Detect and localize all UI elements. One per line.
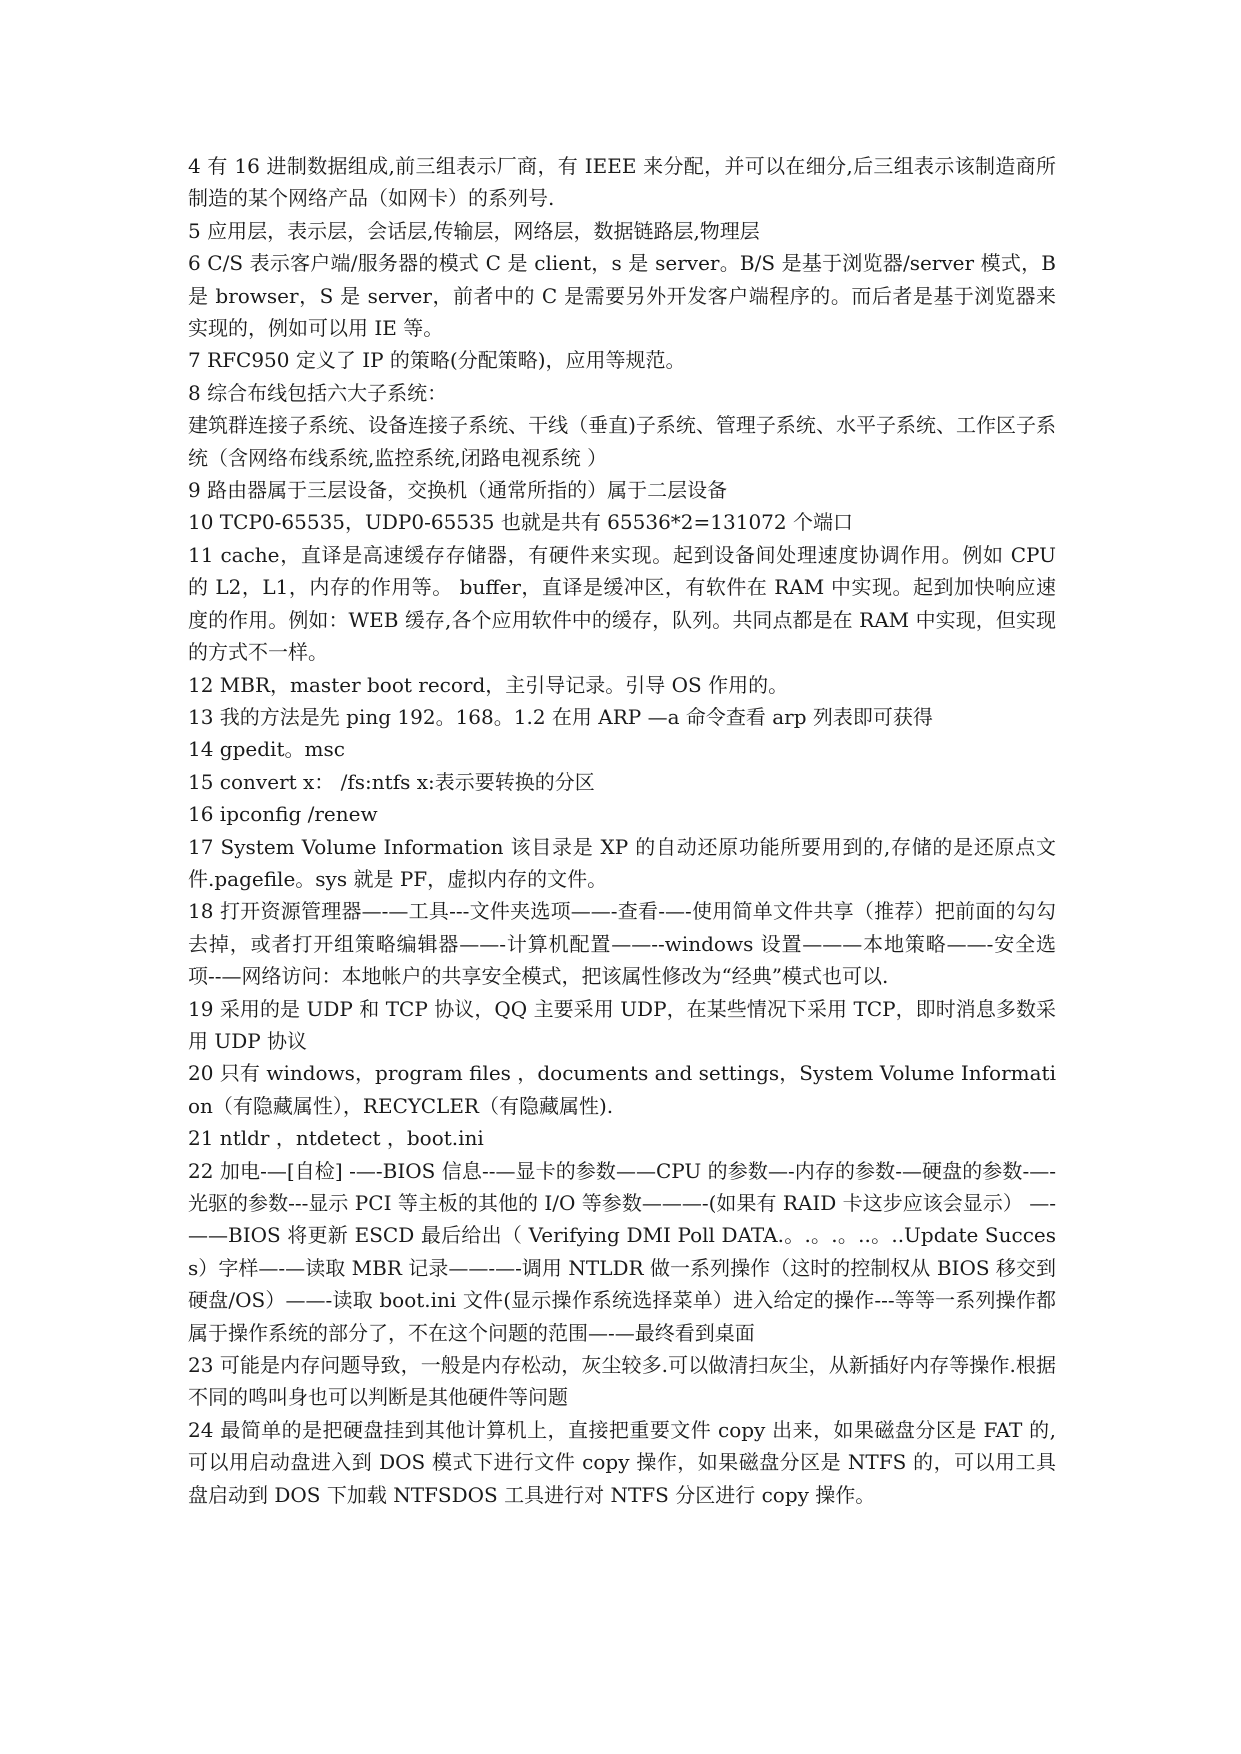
paragraph-18: 18 打开资源管理器—-—工具---文件夹选项——-查看-—-使用简单文件共享（推荐）把前面的勾勾去掉，或者打开组策略编辑器——-计算机配置——--windows 设置———本地策略——-安全选项--—网络访问：本地帐户的共享安全模式，把该属性修改为“经典”模式也可以. (188, 899, 1056, 989)
paragraph-5: 5 应用层，表示层，会话层,传输层，网络层，数据链路层,物理层 (188, 218, 760, 243)
paragraph-7: 7 RFC950 定义了 IP 的策略(分配策略)，应用等规范。 (188, 348, 686, 373)
paragraph-9: 9 路由器属于三层设备，交换机（通常所指的）属于二层设备 (188, 478, 728, 503)
paragraph-19: 19 采用的是 UDP 和 TCP 协议，QQ 主要采用 UDP，在某些情况下采用 TCP，即时消息多数采用 UDP 协议 (188, 996, 1056, 1053)
paragraph-17: 17 System Volume Information 该目录是 XP 的自动还原功能所要用到的,存储的是还原点文件.pagefile。sys 就是 PF，虚拟内存的文件。 (188, 834, 1056, 891)
document-body (188, 150, 1056, 1511)
paragraph-14: 14 gpedit。msc (188, 737, 345, 762)
paragraph-11: 11 cache，直译是高速缓存存储器，有硬件来实现。起到设备间处理速度协调作用。例如 CPU 的 L2，L1，内存的作用等。 buffer，直译是缓冲区，有软件在 RAM 中实现。起到加快响应速度的作用。例如：WEB 缓存,各个应用软件中的缓存，队列。共同点都是在 RAM 中实现，但实现的方式不一样。 (188, 542, 1056, 665)
paragraph-6: 6 C/S 表示客户端/服务器的模式 C 是 client，s 是 server。B/S 是基于浏览器/server 模式，B 是 browser，S 是 server，前者中的 C 是需要另外开发客户端程序的。而后者是基于浏览器来实现的，例如可以用 IE 等。 (188, 251, 1056, 341)
paragraph-10: 10 TCP0-65535，UDP0-65535 也就是共有 65536*2=131072 个端口 (188, 510, 853, 535)
paragraph-13: 13 我的方法是先 ping 192。168。1.2 在用 ARP —a 命令查看 arp 列表即可获得 (188, 704, 933, 729)
paragraph-23: 23 可能是内存问题导致，一般是内存松动，灰尘较多.可以做清扫灰尘，从新插好内存等操作.根据不同的鸣叫身也可以判断是其他硬件等问题 (188, 1353, 1056, 1410)
paragraph-24: 24 最简单的是把硬盘挂到其他计算机上，直接把重要文件 copy 出来，如果磁盘分区是 FAT 的,可以用启动盘进入到 DOS 模式下进行文件 copy 操作，如果磁盘分区是 NTFS 的，可以用工具盘启动到 DOS 下加载 NTFSDOS 工具进行对 NTFS 分区进行 copy 操作。 (188, 1417, 1056, 1507)
paragraph-8-detail: 建筑群连接子系统、设备连接子系统、干线（垂直)子系统、管理子系统、水平子系统、工作区子系统（含网络布线系统,监控系统,闭路电视系统 ） (188, 413, 1056, 470)
paragraph-16: 16 ipconfig /renew (188, 802, 378, 827)
paragraph-22: 22 加电-—[自检] -—-BIOS 信息--—显卡的参数——CPU 的参数—-内存的参数-—硬盘的参数-—-光驱的参数---显示 PCI 等主板的其他的 I/O 等参数———-(如果有 RAID 卡这步应该会显示） —-——BIOS 将更新 ESCD 最后给出（ Verifying DMI Poll DATA.。.。.。..。..Update Success）字样—-—读取 MBR 记录——-—-调用 NTLDR 做一系列操作（这时的控制权从 BIOS 移交到硬盘/OS）——-读取 boot.ini 文件(显示操作系统选择菜单）进入给定的操作---等等一系列操作都属于操作系统的部分了，不在这个问题的范围—-—最终看到桌面 (188, 1158, 1056, 1345)
paragraph-4: 4 有 16 进制数据组成,前三组表示厂商，有 IEEE 来分配，并可以在细分,后三组表示该制造商所制造的某个网络产品（如网卡）的系列号. (188, 154, 1056, 211)
paragraph-15: 15 convert x： /fs:ntfs x:表示要转换的分区 (188, 769, 595, 794)
paragraph-8: 8 综合布线包括六大子系统： (188, 380, 448, 405)
paragraph-20: 20 只有 windows，program files ，documents and settings，System Volume Information（有隐藏属性），RECYCLER（有隐藏属性). (188, 1061, 1056, 1118)
paragraph-12: 12 MBR，master boot record，主引导记录。引导 OS 作用的。 (188, 672, 789, 697)
paragraph-21: 21 ntldr ，ntdetect ，boot.ini (188, 1126, 484, 1151)
